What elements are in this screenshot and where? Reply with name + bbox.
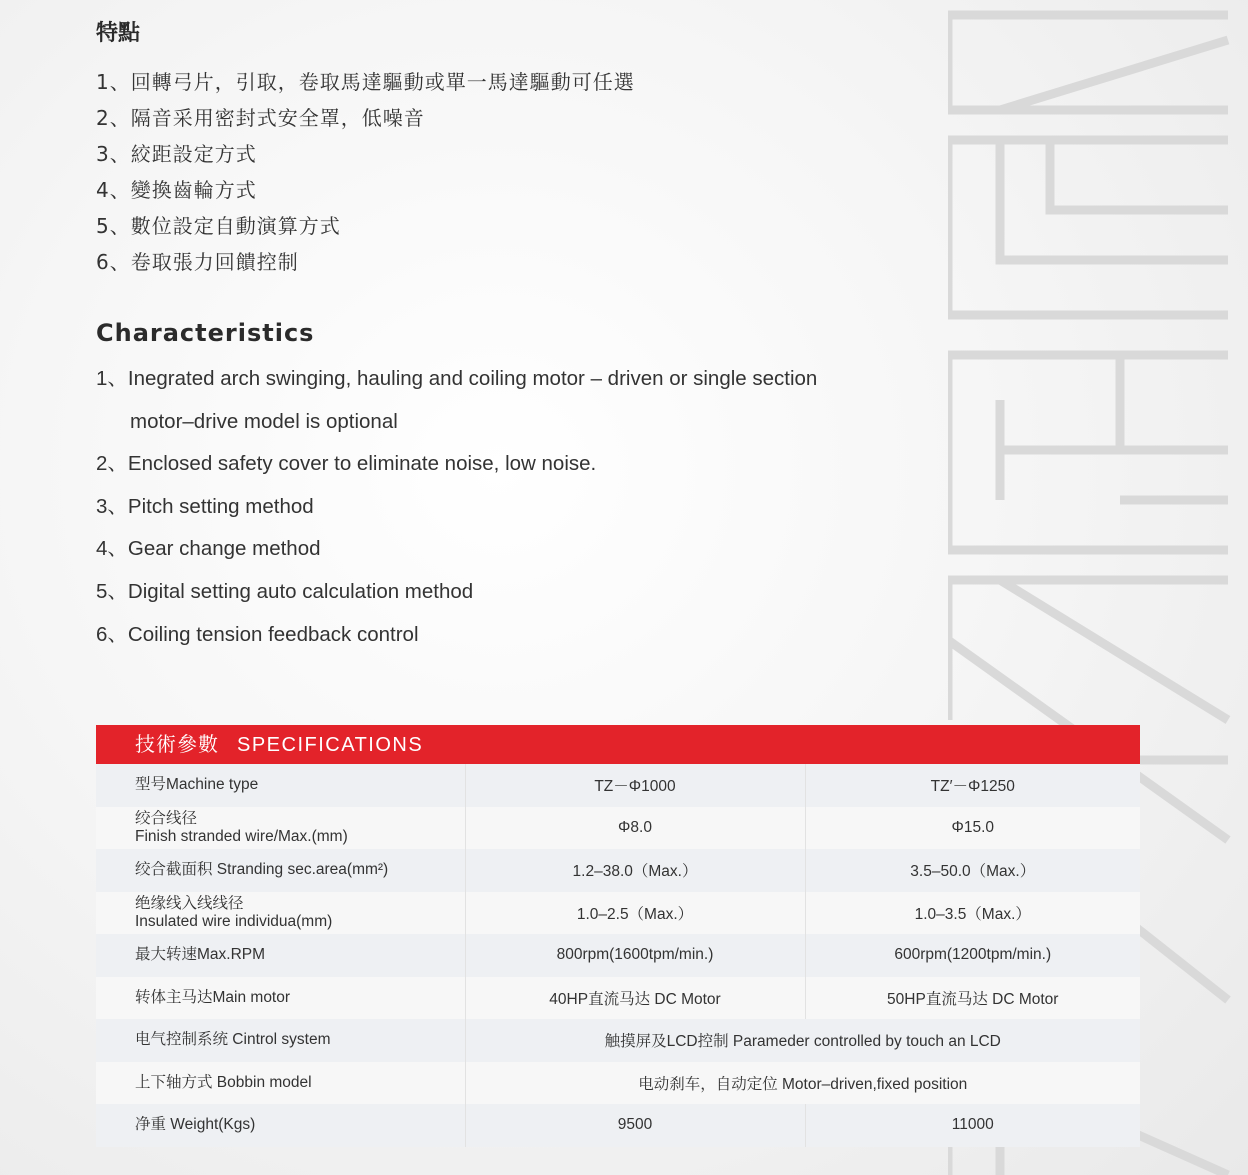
specifications-header: [96, 725, 1140, 764]
spec-value: 40HP直流马达 DC Motor: [465, 977, 805, 1020]
spec-value: 9500: [465, 1104, 805, 1147]
spec-label-line: 绞合线径: [135, 809, 198, 827]
list-item: 5、Digital setting auto calculation method: [96, 579, 474, 603]
spec-value: 触摸屏及LCD控制 Parameder controlled by touch an LCD: [465, 1019, 1140, 1062]
spec-label: [96, 807, 465, 850]
list-item: 3、Pitch setting method: [96, 494, 314, 518]
features-chinese-list: [96, 64, 635, 280]
specifications-table: [96, 725, 1140, 1147]
spec-value: Φ15.0: [805, 807, 1140, 850]
spec-value: 1.0–2.5（Max.）: [465, 892, 805, 935]
table-row: [96, 807, 1140, 850]
table-row: [96, 977, 1140, 1020]
spec-table: [96, 764, 1140, 1147]
table-row: [96, 934, 1140, 977]
list-item-continuation: motor–drive model is optional: [130, 409, 398, 433]
characteristics-section: [96, 316, 817, 656]
characteristics-heading: Characteristics: [96, 319, 315, 347]
spec-value: 1.2–38.0（Max.）: [465, 849, 805, 892]
spec-value: 800rpm(1600tpm/min.): [465, 934, 805, 977]
list-item: 2、Enclosed safety cover to eliminate noise, low noise.: [96, 452, 597, 476]
spec-value: TZ′－Φ1250: [805, 764, 1140, 807]
spec-value: 电动刹车，自动定位 Motor–driven,fixed position: [465, 1062, 1140, 1105]
spec-label: [96, 892, 465, 935]
spec-value: 1.0–3.5（Max.）: [805, 892, 1140, 935]
spec-label: 型号Machine type: [96, 764, 465, 807]
list-item: 6、卷取張力回饋控制: [96, 250, 299, 274]
spec-value: Φ8.0: [465, 807, 805, 850]
list-item: 6、Coiling tension feedback control: [96, 622, 419, 646]
features-chinese-section: [96, 18, 635, 280]
list-item: 4、變換齒輪方式: [96, 178, 257, 202]
spec-label: 绞合截面积 Stranding sec.area(mm²): [96, 849, 465, 892]
table-row: [96, 1104, 1140, 1147]
spec-value: 11000: [805, 1104, 1140, 1147]
table-row: [96, 1019, 1140, 1062]
list-item: 2、隔音采用密封式安全罩，低噪音: [96, 106, 425, 130]
specifications-title-cn: 技術參數: [135, 732, 219, 756]
spec-label-line: Finish stranded wire/Max.(mm): [135, 827, 348, 845]
spec-label: 最大转速Max.RPM: [96, 934, 465, 977]
table-row: [96, 764, 1140, 807]
table-row: [96, 1062, 1140, 1105]
spec-label: 上下轴方式 Bobbin model: [96, 1062, 465, 1105]
spec-value: 50HP直流马达 DC Motor: [805, 977, 1140, 1020]
specifications-title-en: SPECIFICATIONS: [237, 734, 424, 756]
table-row: [96, 892, 1140, 935]
list-item: 3、絞距設定方式: [96, 142, 257, 166]
spec-label-line: 绝缘线入线线径: [135, 894, 244, 912]
characteristics-list: [96, 358, 817, 656]
spec-label-line: Insulated wire individua(mm): [135, 912, 333, 930]
list-item: 4、Gear change method: [96, 537, 321, 561]
spec-label: 转体主马达Main motor: [96, 977, 465, 1020]
spec-label: 净重 Weight(Kgs): [96, 1104, 465, 1147]
list-item: 1、回轉弓片，引取，卷取馬達驅動或單一馬達驅動可任選: [96, 70, 635, 94]
spec-value: 3.5–50.0（Max.）: [805, 849, 1140, 892]
spec-label: 电气控制系统 Cintrol system: [96, 1019, 465, 1062]
table-row: [96, 849, 1140, 892]
features-chinese-heading: 特點: [96, 21, 141, 46]
spec-value: 600rpm(1200tpm/min.): [805, 934, 1140, 977]
list-item: 1、Inegrated arch swinging, hauling and coiling motor – driven or single section: [96, 367, 818, 390]
spec-value: TZ－Φ1000: [465, 764, 805, 807]
list-item: 5、數位設定自動演算方式: [96, 214, 341, 238]
